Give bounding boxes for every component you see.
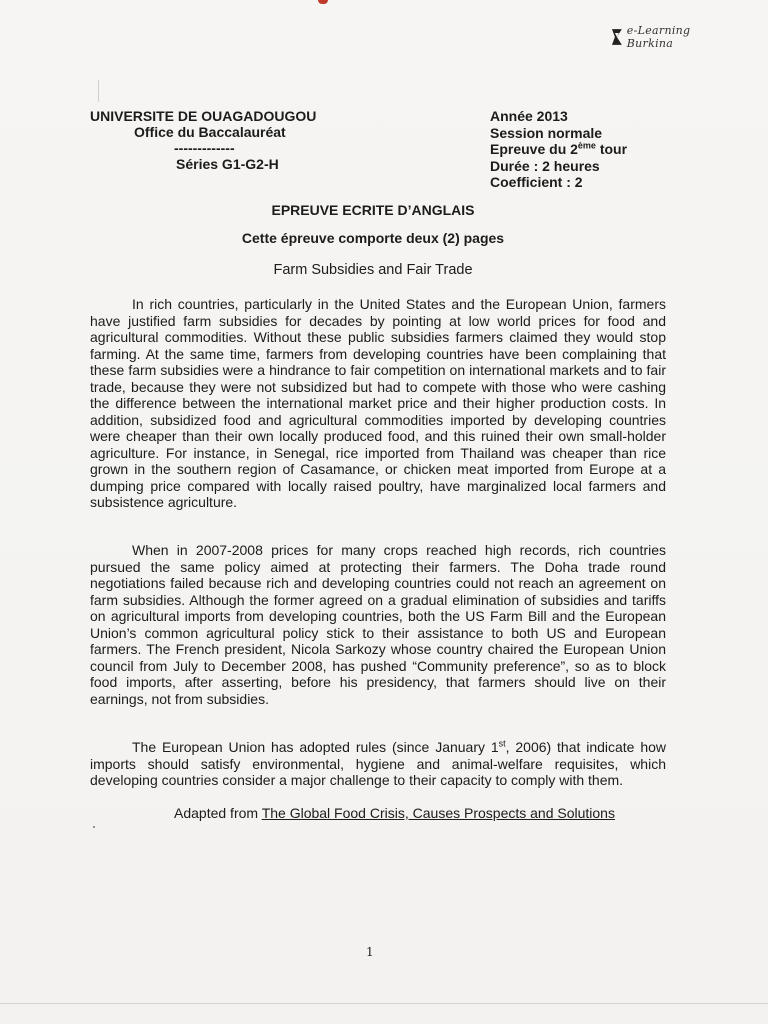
source-prefix: Adapted from <box>174 805 262 821</box>
exam-coefficient: Coefficient : 2 <box>490 174 583 190</box>
series-label: Séries G1-G2-H <box>176 156 279 172</box>
elearning-logo-icon <box>609 27 625 47</box>
exam-duration: Durée : 2 heures <box>490 157 600 174</box>
bottom-edge <box>0 1003 768 1004</box>
scan-dot <box>93 826 95 828</box>
source-citation <box>174 805 615 821</box>
institution-name: UNIVERSITE DE OUAGADOUGOU <box>90 108 317 124</box>
watermark <box>609 26 739 48</box>
paragraph-3: The European Union has adopted rules (since January 1st, 2006) that indicate how imports should satisfy environmental, hygiene and animal-welfare requisites, which developing countries consider a major challenge to their capacity to comply with them. <box>90 738 666 788</box>
exam-round: Epreuve du 2ème tour <box>490 140 628 157</box>
exam-year: Année 2013 <box>490 108 568 124</box>
exam-session: Session normale <box>490 124 603 141</box>
page-number: 1 <box>366 945 374 959</box>
paragraph-1: In rich countries, particularly in the United States and the European Union, farmers have justified farm subsidies for decades by pointing at low world prices for food and agricultural commodities. Without these public subsidies farmers claimed they would stop farming. At the same time, farmers from developing countries have been complaining that these farm subsidies were a hindrance to fair competition on international markets and to fair trade, because they were not subsidized but had to compete with those who were cashing the difference between the international market price and their higher production costs. In addition, subsidized food and agricultural commodities imported by developing countries were cheaper than their own locally produced food, and this ruined their own small-holder agriculture. For instance, in Senegal, rice imported from Thailand was cheaper than rice grown in the southern region of Casamance, or chicken meat imported from Europe at a dumping price compared with locally raised poultry, have marginalized local farmers and subsistence agriculture. <box>90 296 666 510</box>
scan-mark <box>318 0 328 4</box>
text-title: Farm Subsidies and Fair Trade <box>273 262 473 278</box>
exam-title: EPREUVE ECRITE D’ANGLAIS <box>271 202 475 218</box>
paragraph-2: When in 2007-2008 prices for many crops reached high records, rich countries pursued the same policy aimed at protecting their farmers. The Doha trade round negotiations failed because rich and developing countries could not reach an agreement on farm subsidies. Although the former agreed on a gradual elimination of subsidies and tariffs on agricultural imports from developing countries, both the US Farm Bill and the European Union’s common agricultural policy stick to their assistance to both US and European farmers. The French president, Nicola Sarkozy whose country chaired the European Union council from July to December 2008, has pushed “Community preference”, so as to block food imports, after asserting, before his presidency, that farmers should live on their earnings, not from subsidies. <box>90 542 666 707</box>
header-separator: ------------- <box>174 140 235 156</box>
watermark-text: e-Learning Burkina <box>626 24 691 50</box>
scan-artifact <box>98 80 99 102</box>
header-left <box>90 108 350 172</box>
office-name: Office du Baccalauréat <box>134 124 286 140</box>
pages-note: Cette épreuve comporte deux (2) pages <box>241 230 505 246</box>
header-right <box>490 108 690 191</box>
source-title: The Global Food Crisis, Causes Prospects and Solutions <box>261 805 615 821</box>
